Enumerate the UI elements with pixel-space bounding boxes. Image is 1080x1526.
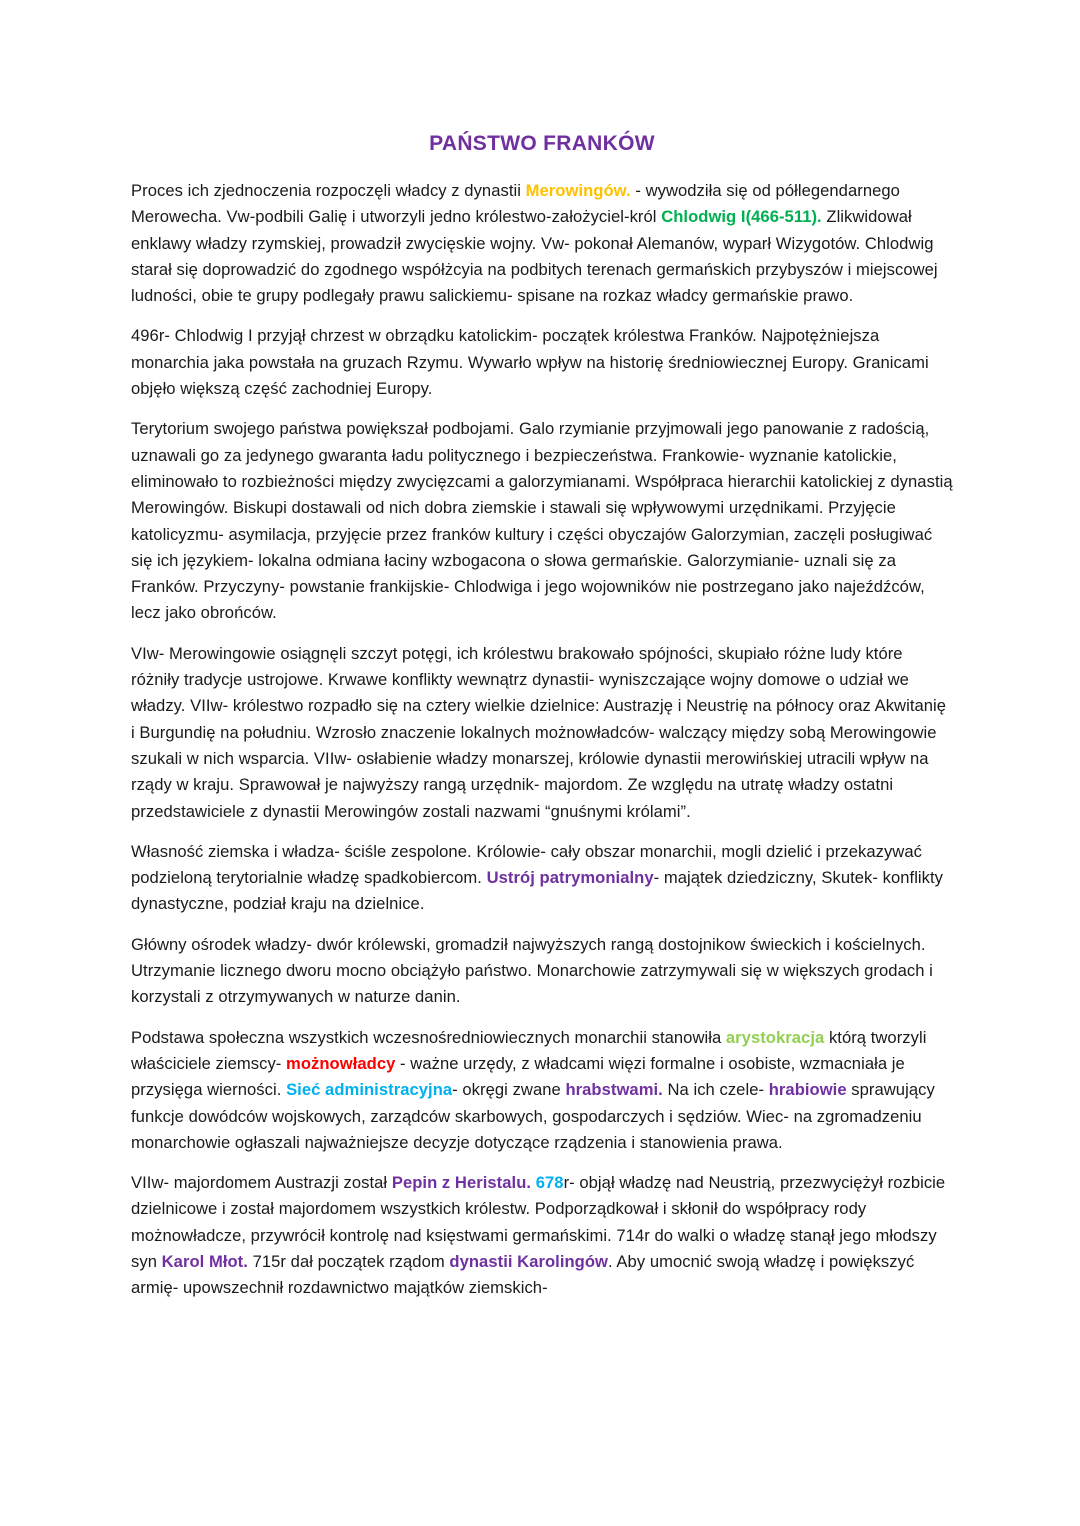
paragraph — [131, 323, 953, 402]
paragraph — [131, 1025, 953, 1156]
highlighted-term: Chlodwig I(466-511). — [661, 207, 822, 227]
highlighted-term: Sieć administracyjna — [286, 1080, 453, 1100]
highlighted-term: 678 — [535, 1173, 564, 1193]
highlighted-term: Karol Młot. — [161, 1251, 248, 1271]
paragraph — [131, 932, 953, 1011]
text-run: Zlikwidował enklawy władzy rzymskiej, prowadził zwycięskie wojny. Vw- pokonał Alemanów, wyparł Wizygotów. Chlodwig starał się doprowadzić do zgodnego współżcyia na podbitych terenach germańskich przybyszów i miejscowej ludności, obie te grupy podlegały prawu salickiemu- spisane na rozkaz władcy germańskie prawo. — [131, 207, 938, 306]
paragraph — [131, 416, 953, 626]
text-run: którą tworzyli właściciele ziemscy- — [131, 1027, 927, 1073]
text-run: 715r dał początek rządom — [247, 1251, 450, 1271]
paragraph — [131, 178, 953, 309]
text-run: 496r- Chlodwig I przyjął chrzest w obrządku katolickim- początek królestwa Franków. Najpotężniejsza monarchia jaka powstała na gruzach Rzymu. Wywarło wpływ na historię średniowiecznej Europy. Granicami objęło większą część zachodniej Europy. — [131, 326, 929, 399]
highlighted-term: Merowingów. — [525, 181, 631, 200]
text-run: - okręgi zwane — [452, 1080, 566, 1100]
paragraph — [131, 641, 953, 825]
text-run: - wywodziła się od półlegendarnego Merowecha. Vw-podbili Galię i utworzyli jedno królestwo-założyciel-król — [131, 181, 900, 227]
text-run: Główny ośrodek władzy- dwór królewski, gromadził najwyższych rangą dostojnikow świeckich i kościelnych. Utrzymanie licznego dworu mocno obciążyło państwo. Monarchowie zatrzymywali się w większych grodach i korzystali z otrzymywanych w naturze danin. — [131, 934, 933, 1007]
text-run: Proces ich zjednoczenia rozpoczęli władcy z dynastii — [131, 181, 526, 200]
text-run: VIIw- majordomem Austrazji został — [131, 1173, 392, 1193]
text-run: - majątek dziedziczny, Skutek- konflikty dynastyczne, podział kraju na dzielnice. — [131, 868, 944, 914]
text-run: VIw- Merowingowie osiągnęli szczyt potęgi, ich królestwu brakowało spójności, skupiało różne ludy które różniły tradycje ustrojowe. Krwawe konflikty wewnątrz dynastii- wyniszczające wojny domowe o udział we władzy. VIIw- królestwo rozpadło się na cztery wielkie dzielnice: Austrazję i Neustrię na północy oraz Akwitanię i Burgundię na południu. Wzrosło znaczenie lokalnych możnowładców- walczący między sobą Merowingowie szukali w nich wsparcia. VIIw- osłabienie władzy monarszej, królowie dynastii merowińskiej utracili wpływ na rządy w kraju. Sprawował je najwyższy rangą urzędnik- majordom. Ze względu na utratę władzy ostatni przedstawiciele z dynastii Merowingów zostali nazwami “gnuśnymi królami”. — [131, 643, 947, 821]
highlighted-term: dynastii Karolingów — [449, 1251, 609, 1271]
highlighted-term: Pepin z Heristalu. — [391, 1173, 532, 1193]
paragraph — [131, 1170, 953, 1301]
highlighted-term: hrabstwami. — [565, 1080, 663, 1100]
document-body — [131, 178, 953, 1302]
highlighted-term: możnowładcy — [286, 1053, 396, 1073]
text-run: . Aby umocnić swoją władzę i powiększyć armię- upowszechnił rozdawnictwo majątków ziemskich- — [131, 1251, 915, 1298]
text-run: sprawujący funkcje dowódców wojskowych, zarządców skarbowych, gospodarczych i sędziów. Wiec- na zgromadzeniu monarchowie ogłaszali najważniejsze decyzje dotyczące rządzenia i stanowienia prawa. — [131, 1080, 935, 1152]
text-run: Podstawa społeczna wszystkich wczesnośredniowiecznych monarchii stanowiła — [131, 1027, 726, 1047]
text-run: r- objął władzę nad Neustrią, przezwyciężył rozbicie dzielnicowe i został majordomem wszystkich królestw. Podporządkował i skłonił do współpracy rody możnowładcze, przywrócił kontrolę nad księstwami germańskimi. 714r do walki o władzę stanął jego młodszy syn — [131, 1173, 946, 1271]
text-run: Terytorium swojego państwa powiększał podbojami. Galo rzymianie przyjmowali jego panowanie z radością, uznawali go za jedynego gwaranta ładu politycznego i bezpieczeństwa. Frankowie- wyznanie katolickie, eliminowało to rozbieżności między zwycięzcami a galorzymianami. Współpraca hierarchii katolickiej z dynastią Merowingów. Biskupi dostawali od nich dobra ziemskie i stawali się wpływowymi urzędnikami. Przyjęcie katolicyzmu- asymilacja, przyjęcie przez franków kultury i części obyczajów Galorzymian, zaczęli posługiwać się ich językiem- lokalna odmiana łaciny wzbogacona o słowa germańskie. Galorzymianie- uznali się za Franków. Przyczyny- powstanie frankijskie- Chlodwiga i jego wojowników nie postrzegano jako najeźdźców, lecz jako obrońców. — [131, 419, 953, 623]
document-page — [131, 130, 953, 1316]
text-run: - ważne urzędy, z władcami więzi formalne i osobiste, wzmacniała je przysięga wierności. — [131, 1053, 905, 1100]
highlighted-term: Ustrój patrymonialny — [486, 868, 654, 888]
highlighted-term: hrabiowie — [768, 1080, 847, 1100]
paragraph — [131, 839, 953, 918]
highlighted-term: arystokracja — [725, 1027, 825, 1047]
text-run: Na ich czele- — [662, 1080, 769, 1100]
page-title: PAŃSTWO FRANKÓW — [429, 132, 655, 155]
text-run: Własność ziemska i władza- ściśle zespolone. Królowie- cały obszar monarchii, mogli dzielić i przekazywać podzieloną terytorialnie władzę spadkobiercom. — [131, 841, 922, 888]
